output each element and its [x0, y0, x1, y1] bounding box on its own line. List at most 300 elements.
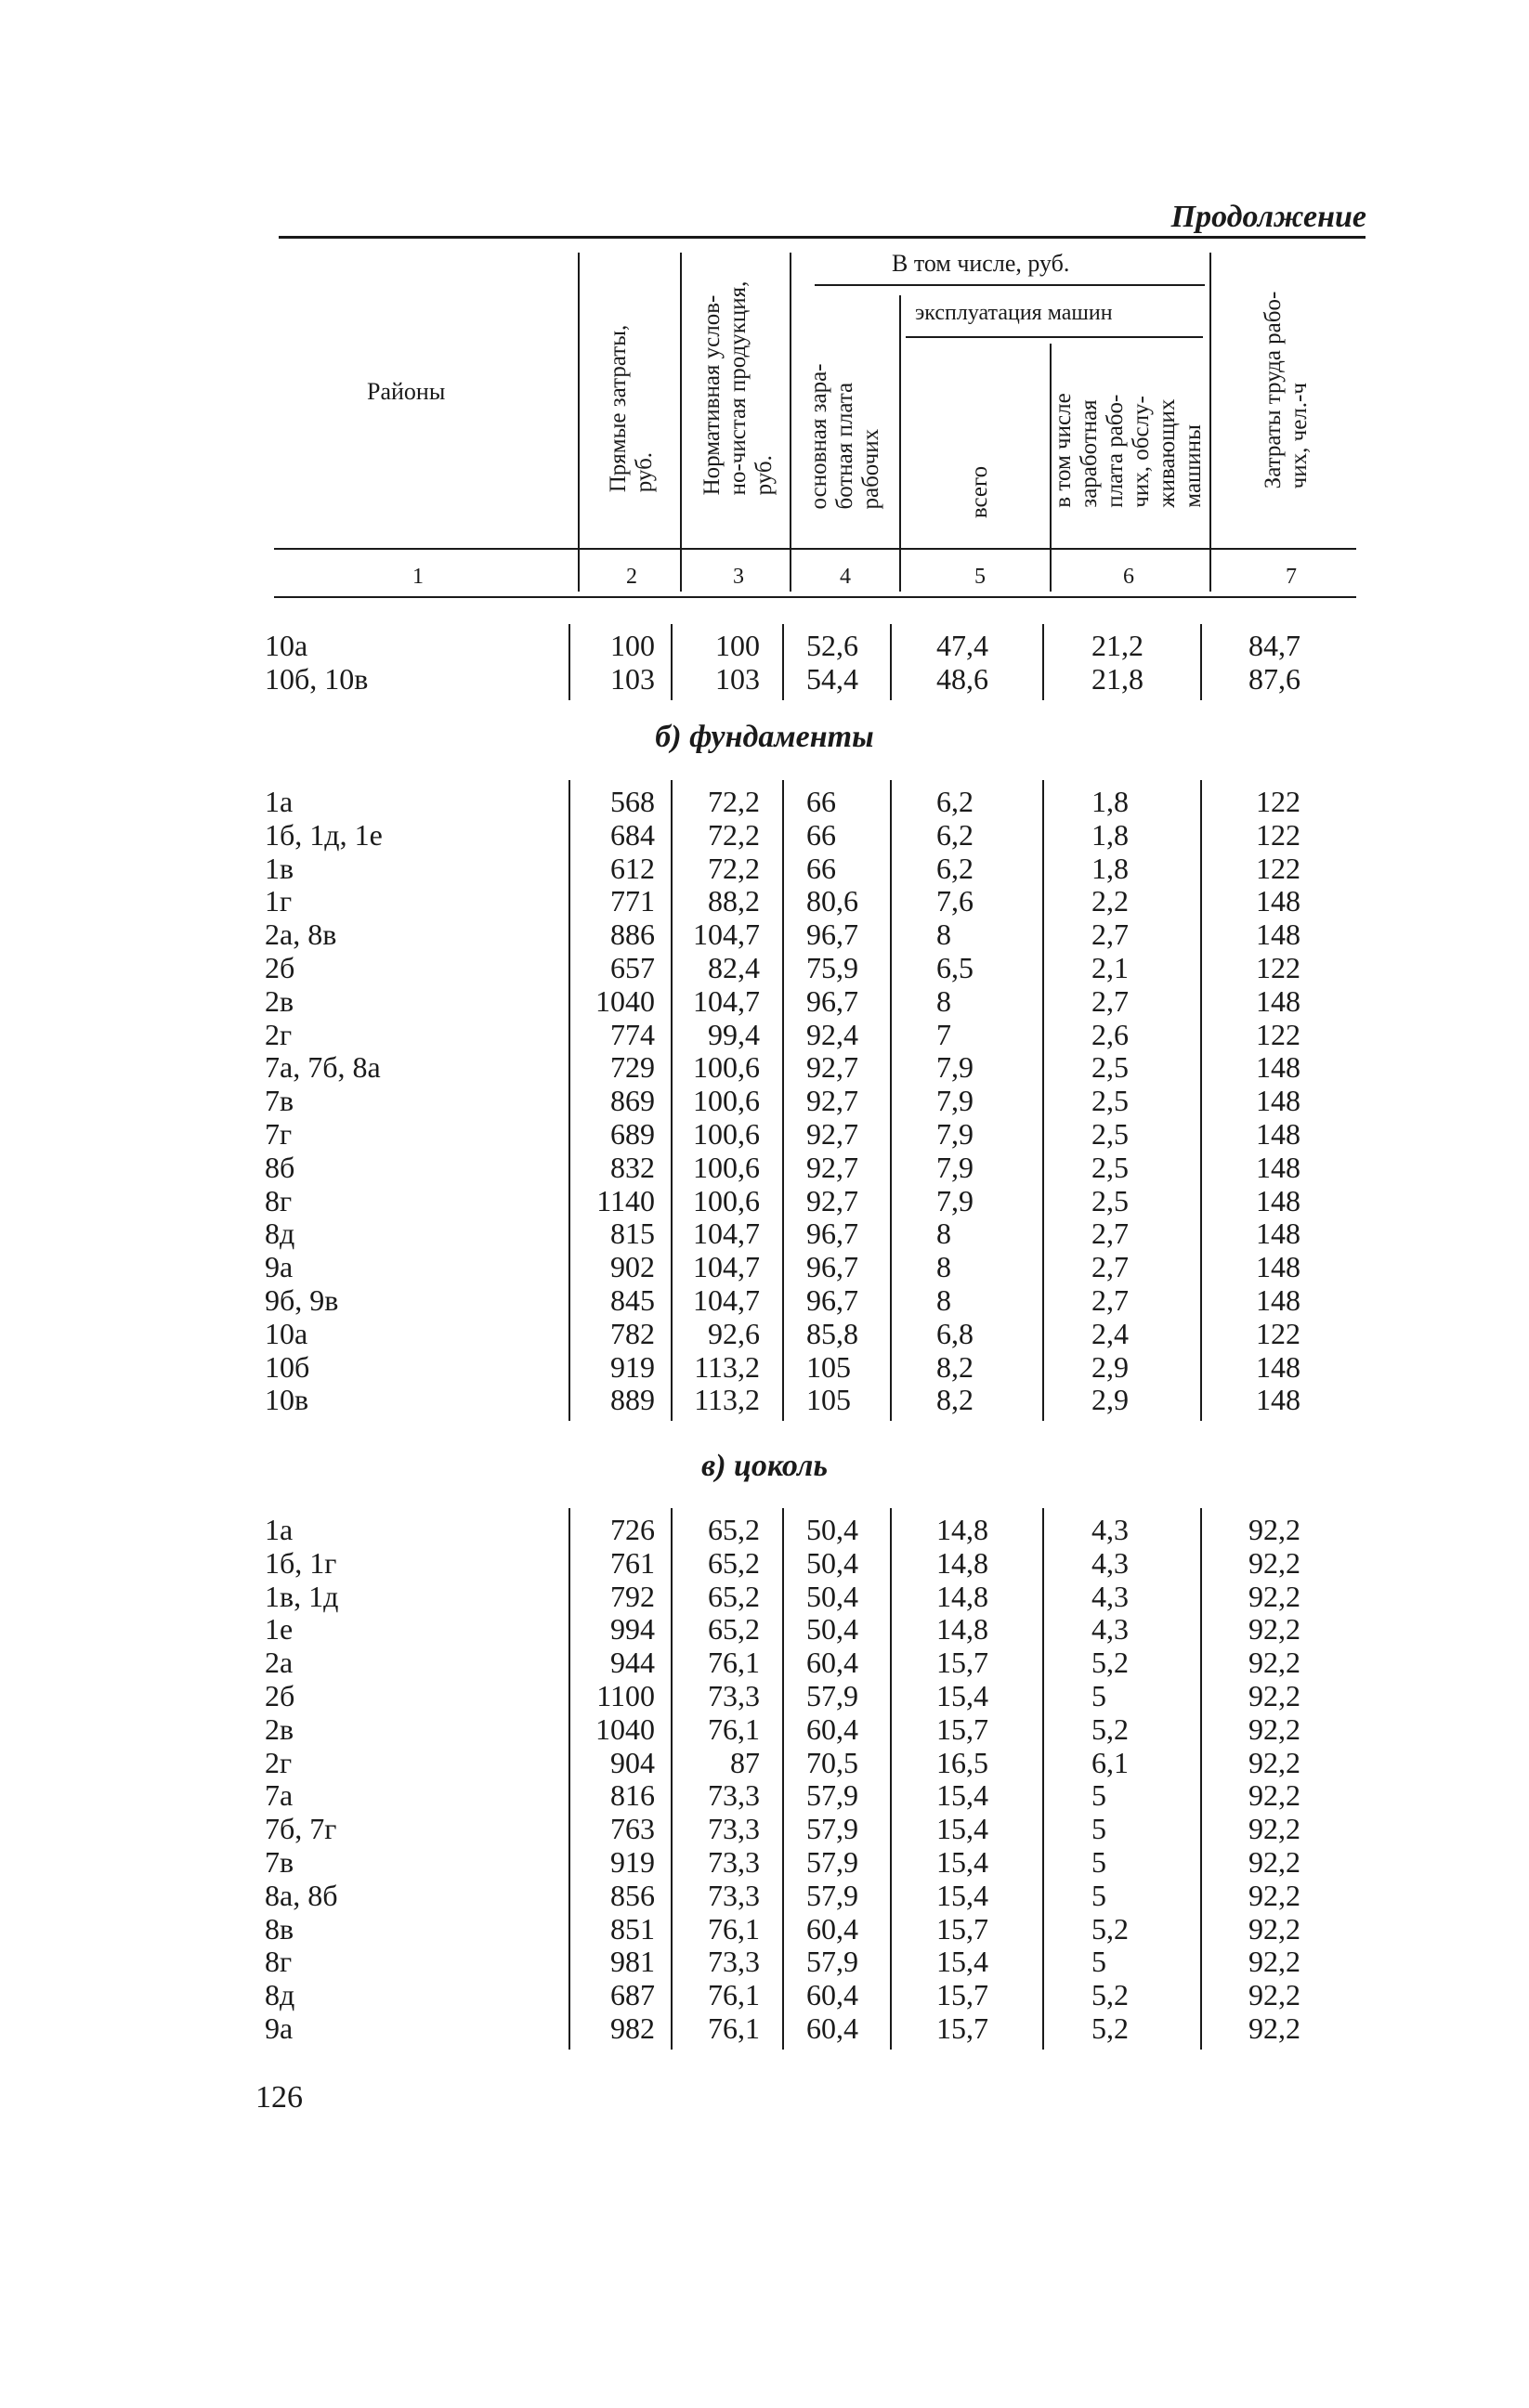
labor-cell: 148 [1256, 1050, 1300, 1085]
table-row [0, 1318, 1529, 1351]
base-wage-cell: 57,9 [806, 1844, 858, 1879]
labor-cell: 122 [1256, 950, 1300, 984]
direct-costs-cell: 851 [610, 1911, 655, 1946]
base-wage-cell: 50,4 [806, 1612, 858, 1647]
net-production-cell: 72,2 [708, 851, 760, 885]
district-cell: 1б, 1д, 1е [265, 817, 383, 852]
direct-costs-cell: 816 [610, 1778, 655, 1813]
table-group-plinth [0, 1514, 1529, 2046]
labor-cell: 92,2 [1248, 1646, 1300, 1680]
district-cell: 8д [265, 1217, 295, 1251]
header-col-net-production: Нормативная услов- но-чистая продукция, руб. [699, 280, 777, 496]
column-divider [890, 624, 892, 700]
district-cell: 10а [265, 1316, 308, 1350]
direct-costs-cell: 568 [610, 785, 655, 818]
base-wage-cell: 105 [806, 1349, 851, 1384]
base-wage-cell: 92,7 [806, 1084, 858, 1118]
machine-wage-cell: 2,5 [1091, 1150, 1129, 1184]
column-divider [568, 780, 570, 1421]
net-production-cell: 103 [715, 661, 760, 696]
district-cell: 10б [265, 1349, 310, 1384]
net-production-cell: 65,2 [708, 1545, 760, 1580]
column-number: 6 [1123, 565, 1134, 589]
base-wage-cell: 96,7 [806, 983, 858, 1018]
table-row [0, 1713, 1529, 1747]
net-production-cell: 113,2 [694, 1349, 760, 1384]
district-cell: 8г [265, 1945, 293, 1979]
net-production-cell: 73,3 [708, 1778, 760, 1813]
base-wage-cell: 80,6 [806, 884, 858, 918]
column-divider [782, 624, 784, 700]
header-top-rule [279, 236, 1366, 239]
net-production-cell: 92,6 [708, 1316, 760, 1350]
net-production-cell: 82,4 [708, 950, 760, 984]
base-wage-cell: 92,4 [806, 1017, 858, 1051]
labor-cell: 84,7 [1248, 629, 1300, 662]
base-wage-cell: 54,4 [806, 661, 858, 696]
machine-total-cell: 14,8 [936, 1612, 988, 1647]
base-wage-cell: 57,9 [806, 1945, 858, 1979]
direct-costs-cell: 687 [610, 1978, 655, 2012]
table-row [0, 786, 1529, 819]
direct-costs-cell: 792 [610, 1579, 655, 1613]
table-group-continued [0, 630, 1529, 696]
labor-cell: 148 [1256, 1183, 1300, 1217]
district-cell: 1в [265, 851, 294, 885]
direct-costs-cell: 726 [610, 1513, 655, 1546]
machine-wage-cell: 2,7 [1091, 1217, 1129, 1251]
header-divider [1209, 253, 1211, 592]
base-wage-cell: 85,8 [806, 1316, 858, 1350]
district-cell: 1б, 1г [265, 1545, 337, 1580]
base-wage-cell: 60,4 [806, 1911, 858, 1946]
net-production-cell: 65,2 [708, 1579, 760, 1613]
base-wage-cell: 50,4 [806, 1579, 858, 1613]
column-divider [568, 624, 570, 700]
table-row [0, 1085, 1529, 1118]
net-production-cell: 76,1 [708, 1646, 760, 1680]
machine-total-cell: 8 [936, 1217, 951, 1251]
machine-total-cell: 8,2 [936, 1349, 974, 1384]
machine-wage-cell: 2,5 [1091, 1084, 1129, 1118]
direct-costs-cell: 889 [610, 1383, 655, 1417]
machine-wage-cell: 2,5 [1091, 1050, 1129, 1085]
table-group-foundations [0, 786, 1529, 1417]
machine-wage-cell: 5,2 [1091, 1712, 1129, 1746]
column-divider [1200, 780, 1202, 1421]
direct-costs-cell: 886 [610, 918, 655, 952]
labor-cell: 92,2 [1248, 1545, 1300, 1580]
net-production-cell: 104,7 [693, 1282, 760, 1317]
base-wage-cell: 60,4 [806, 1978, 858, 2012]
table-row [0, 1514, 1529, 1547]
labor-cell: 92,2 [1248, 1911, 1300, 1946]
labor-cell: 92,2 [1248, 1844, 1300, 1879]
labor-cell: 92,2 [1248, 1612, 1300, 1647]
header-col-direct-costs: Прямые затраты, руб. [606, 324, 657, 493]
header-col-districts: Районы [367, 378, 446, 405]
machine-wage-cell: 2,2 [1091, 884, 1129, 918]
base-wage-cell: 60,4 [806, 2011, 858, 2045]
district-cell: 7а [265, 1778, 294, 1813]
table-row [0, 1647, 1529, 1680]
district-cell: 7в [265, 1844, 294, 1879]
labor-cell: 148 [1256, 1282, 1300, 1317]
net-production-cell: 104,7 [693, 1250, 760, 1284]
district-cell: 10а [265, 629, 308, 662]
table-row [0, 918, 1529, 952]
base-wage-cell: 66 [806, 817, 836, 852]
labor-cell: 92,2 [1248, 1513, 1300, 1546]
net-production-cell: 100 [715, 629, 760, 662]
direct-costs-cell: 982 [610, 2011, 655, 2045]
table-row [0, 1846, 1529, 1880]
column-number: 7 [1286, 565, 1297, 589]
net-production-cell: 73,3 [708, 1678, 760, 1712]
machine-wage-cell: 5 [1091, 1945, 1106, 1979]
table-row [0, 1747, 1529, 1780]
machine-total-cell: 15,7 [936, 1911, 988, 1946]
direct-costs-cell: 815 [610, 1217, 655, 1251]
column-divider [568, 1508, 570, 2050]
labor-cell: 122 [1256, 851, 1300, 885]
district-cell: 10б, 10в [265, 661, 369, 696]
district-cell: 7б, 7г [265, 1812, 337, 1846]
machine-total-cell: 7,9 [936, 1150, 974, 1184]
table-row [0, 1779, 1529, 1813]
machine-total-cell: 6,8 [936, 1316, 974, 1350]
direct-costs-cell: 782 [610, 1316, 655, 1350]
labor-cell: 122 [1256, 1017, 1300, 1051]
direct-costs-cell: 1100 [596, 1678, 655, 1712]
machine-total-cell: 15,4 [936, 1878, 988, 1912]
direct-costs-cell: 684 [610, 817, 655, 852]
base-wage-cell: 50,4 [806, 1545, 858, 1580]
machine-wage-cell: 21,8 [1091, 661, 1143, 696]
labor-cell: 148 [1256, 1383, 1300, 1417]
labor-cell: 148 [1256, 1116, 1300, 1151]
base-wage-cell: 96,7 [806, 918, 858, 952]
direct-costs-cell: 100 [610, 629, 655, 662]
machine-total-cell: 15,7 [936, 1646, 988, 1680]
table-row [0, 1152, 1529, 1185]
machine-total-cell: 6,2 [936, 851, 974, 885]
labor-cell: 92,2 [1248, 1678, 1300, 1712]
table-row [0, 1251, 1529, 1284]
machine-total-cell: 15,7 [936, 1712, 988, 1746]
machine-total-cell: 6,2 [936, 785, 974, 818]
district-cell: 2а [265, 1646, 294, 1680]
machine-total-cell: 6,5 [936, 950, 974, 984]
machine-wage-cell: 5,2 [1091, 1978, 1129, 2012]
machine-total-cell: 15,7 [936, 1978, 988, 2012]
table-row [0, 663, 1529, 696]
district-cell: 2в [265, 983, 294, 1018]
net-production-cell: 104,7 [693, 983, 760, 1018]
direct-costs-cell: 612 [610, 851, 655, 885]
direct-costs-cell: 832 [610, 1150, 655, 1184]
machine-wage-cell: 5 [1091, 1878, 1106, 1912]
net-production-cell: 65,2 [708, 1612, 760, 1647]
labor-cell: 92,2 [1248, 1978, 1300, 2012]
district-cell: 10в [265, 1383, 309, 1417]
machine-wage-cell: 2,5 [1091, 1183, 1129, 1217]
machine-wage-cell: 5 [1091, 1678, 1106, 1712]
net-production-cell: 65,2 [708, 1513, 760, 1546]
base-wage-cell: 50,4 [806, 1513, 858, 1546]
column-divider [890, 780, 892, 1421]
table-row [0, 1351, 1529, 1385]
labor-cell: 122 [1256, 1316, 1300, 1350]
net-production-cell: 73,3 [708, 1945, 760, 1979]
machine-wage-cell: 2,7 [1091, 983, 1129, 1018]
machine-wage-cell: 1,8 [1091, 851, 1129, 885]
column-divider [890, 1508, 892, 2050]
direct-costs-cell: 919 [610, 1844, 655, 1879]
net-production-cell: 76,1 [708, 1911, 760, 1946]
machine-total-cell: 15,4 [936, 1778, 988, 1813]
table-row [0, 1913, 1529, 1946]
machine-wage-cell: 2,4 [1091, 1316, 1129, 1350]
table-row [0, 1284, 1529, 1318]
header-subgroup-machine-operation: эксплуатация машин [915, 301, 1113, 325]
table-row [0, 952, 1529, 985]
machine-total-cell: 14,8 [936, 1513, 988, 1546]
district-cell: 9а [265, 2011, 294, 2045]
district-cell: 7в [265, 1084, 294, 1118]
machine-wage-cell: 6,1 [1091, 1745, 1129, 1779]
machine-wage-cell: 5,2 [1091, 1646, 1129, 1680]
district-cell: 1а [265, 1513, 294, 1546]
labor-cell: 92,2 [1248, 1712, 1300, 1746]
net-production-cell: 104,7 [693, 918, 760, 952]
net-production-cell: 100,6 [693, 1050, 760, 1085]
table-row [0, 1680, 1529, 1713]
direct-costs-cell: 902 [610, 1250, 655, 1284]
direct-costs-cell: 1040 [595, 1712, 655, 1746]
labor-cell: 148 [1256, 1150, 1300, 1184]
direct-costs-cell: 103 [610, 661, 655, 696]
column-divider [782, 780, 784, 1421]
machine-total-cell: 47,4 [936, 629, 988, 662]
base-wage-cell: 92,7 [806, 1050, 858, 1085]
machine-wage-cell: 5 [1091, 1844, 1106, 1879]
machine-wage-cell: 2,9 [1091, 1383, 1129, 1417]
machine-total-cell: 8 [936, 1282, 951, 1317]
header-col-total: всего [967, 465, 992, 519]
direct-costs-cell: 761 [610, 1545, 655, 1580]
direct-costs-cell: 763 [610, 1812, 655, 1846]
district-cell: 2г [265, 1017, 293, 1051]
direct-costs-cell: 944 [610, 1646, 655, 1680]
base-wage-cell: 60,4 [806, 1712, 858, 1746]
district-cell: 7а, 7б, 8а [265, 1050, 381, 1085]
machine-total-cell: 16,5 [936, 1745, 988, 1779]
machine-wage-cell: 4,3 [1091, 1545, 1129, 1580]
machine-wage-cell: 2,7 [1091, 1250, 1129, 1284]
direct-costs-cell: 981 [610, 1945, 655, 1979]
net-production-cell: 100,6 [693, 1183, 760, 1217]
net-production-cell: 87 [730, 1745, 760, 1779]
machine-total-cell: 8,2 [936, 1383, 974, 1417]
column-divider [671, 1508, 673, 2050]
table-row [0, 1217, 1529, 1251]
district-cell: 8б [265, 1150, 295, 1184]
machine-total-cell: 15,4 [936, 1678, 988, 1712]
header-divider [790, 253, 791, 592]
table-row [0, 1185, 1529, 1218]
base-wage-cell: 57,9 [806, 1878, 858, 1912]
direct-costs-cell: 689 [610, 1116, 655, 1151]
base-wage-cell: 96,7 [806, 1282, 858, 1317]
machine-wage-cell: 2,9 [1091, 1349, 1129, 1384]
machine-wage-cell: 2,6 [1091, 1017, 1129, 1051]
table-row [0, 1051, 1529, 1085]
column-divider [671, 780, 673, 1421]
direct-costs-cell: 1140 [596, 1183, 655, 1217]
labor-cell: 148 [1256, 983, 1300, 1018]
machine-wage-cell: 2,7 [1091, 1282, 1129, 1317]
district-cell: 9б, 9в [265, 1282, 339, 1317]
table-row [0, 1613, 1529, 1647]
continuation-label: Продолжение [1170, 200, 1366, 234]
base-wage-cell: 52,6 [806, 629, 858, 662]
net-production-cell: 73,3 [708, 1844, 760, 1879]
net-production-cell: 100,6 [693, 1084, 760, 1118]
machine-total-cell: 48,6 [936, 661, 988, 696]
table-row [0, 630, 1529, 663]
group-rule [815, 284, 1205, 286]
table-row [0, 1979, 1529, 2012]
net-production-cell: 73,3 [708, 1878, 760, 1912]
machine-wage-cell: 5 [1091, 1812, 1106, 1846]
numbers-bottom-rule [274, 596, 1356, 598]
district-cell: 1г [265, 884, 293, 918]
machine-wage-cell: 1,8 [1091, 785, 1129, 818]
machine-wage-cell: 5 [1091, 1778, 1106, 1813]
labor-cell: 148 [1256, 918, 1300, 952]
net-production-cell: 76,1 [708, 1712, 760, 1746]
net-production-cell: 72,2 [708, 785, 760, 818]
labor-cell: 148 [1256, 1217, 1300, 1251]
labor-cell: 92,2 [1248, 1812, 1300, 1846]
table-row [0, 1880, 1529, 1913]
header-divider [680, 253, 682, 592]
district-cell: 8д [265, 1978, 295, 2012]
table-row [0, 819, 1529, 853]
net-production-cell: 73,3 [708, 1812, 760, 1846]
machine-total-cell: 7,9 [936, 1183, 974, 1217]
direct-costs-cell: 657 [610, 950, 655, 984]
machine-total-cell: 15,4 [936, 1945, 988, 1979]
labor-cell: 148 [1256, 1084, 1300, 1118]
base-wage-cell: 66 [806, 785, 836, 818]
column-number: 3 [733, 565, 744, 589]
machine-total-cell: 7,9 [936, 1116, 974, 1151]
base-wage-cell: 60,4 [806, 1646, 858, 1680]
machine-wage-cell: 4,3 [1091, 1513, 1129, 1546]
table-row [0, 1384, 1529, 1417]
column-divider [1200, 624, 1202, 700]
table-row [0, 1813, 1529, 1846]
machine-total-cell: 6,2 [936, 817, 974, 852]
column-divider [1200, 1508, 1202, 2050]
district-cell: 2г [265, 1745, 293, 1779]
labor-cell: 92,2 [1248, 1878, 1300, 1912]
table-row [0, 1547, 1529, 1581]
district-cell: 2б [265, 1678, 295, 1712]
table-row [0, 1019, 1529, 1052]
header-col-labor: Затраты труда рабо- чих, чел.-ч [1261, 291, 1312, 489]
machine-wage-cell: 5,2 [1091, 2011, 1129, 2045]
machine-wage-cell: 4,3 [1091, 1579, 1129, 1613]
direct-costs-cell: 904 [610, 1745, 655, 1779]
machine-total-cell: 14,8 [936, 1579, 988, 1613]
labor-cell: 148 [1256, 884, 1300, 918]
section-title-foundations: б) фундаменты [655, 720, 874, 754]
net-production-cell: 113,2 [694, 1383, 760, 1417]
labor-cell: 122 [1256, 785, 1300, 818]
column-number: 2 [626, 565, 637, 589]
base-wage-cell: 96,7 [806, 1250, 858, 1284]
net-production-cell: 76,1 [708, 2011, 760, 2045]
column-divider [1042, 780, 1044, 1421]
header-bottom-rule [274, 548, 1356, 550]
page-number: 126 [255, 2080, 303, 2115]
machine-wage-cell: 4,3 [1091, 1612, 1129, 1647]
machine-wage-cell: 5,2 [1091, 1911, 1129, 1946]
net-production-cell: 99,4 [708, 1017, 760, 1051]
base-wage-cell: 105 [806, 1383, 851, 1417]
header-col-machine-wage: в том числе заработная плата рабо- чих, обслу- живающих машины [1051, 393, 1206, 508]
direct-costs-cell: 994 [610, 1612, 655, 1647]
direct-costs-cell: 919 [610, 1349, 655, 1384]
district-cell: 8а, 8б [265, 1878, 338, 1912]
header-col-base-wage: основная зара- ботная плата рабочих [806, 363, 883, 510]
machine-total-cell: 14,8 [936, 1545, 988, 1580]
machine-wage-cell: 21,2 [1091, 629, 1143, 662]
labor-cell: 92,2 [1248, 1579, 1300, 1613]
machine-total-cell: 8 [936, 983, 951, 1018]
machine-wage-cell: 2,7 [1091, 918, 1129, 952]
table-row [0, 1581, 1529, 1614]
district-cell: 1а [265, 785, 294, 818]
district-cell: 8г [265, 1183, 293, 1217]
district-cell: 1е [265, 1612, 294, 1647]
direct-costs-cell: 774 [610, 1017, 655, 1051]
direct-costs-cell: 1040 [595, 983, 655, 1018]
column-number: 4 [840, 565, 851, 589]
header-group-including: В том числе, руб. [892, 250, 1070, 277]
machine-wage-cell: 2,5 [1091, 1116, 1129, 1151]
machine-total-cell: 7,9 [936, 1050, 974, 1085]
district-cell: 8в [265, 1911, 294, 1946]
table-row [0, 985, 1529, 1019]
base-wage-cell: 57,9 [806, 1812, 858, 1846]
labor-cell: 148 [1256, 1349, 1300, 1384]
table-row [0, 853, 1529, 886]
column-divider [1042, 624, 1044, 700]
column-number: 1 [412, 565, 424, 589]
direct-costs-cell: 845 [610, 1282, 655, 1317]
labor-cell: 87,6 [1248, 661, 1300, 696]
table-row [0, 885, 1529, 918]
section-title-plinth: в) цоколь [701, 1449, 828, 1483]
table-row [0, 1946, 1529, 1979]
machine-wage-cell: 1,8 [1091, 817, 1129, 852]
direct-costs-cell: 729 [610, 1050, 655, 1085]
table-row [0, 2012, 1529, 2046]
